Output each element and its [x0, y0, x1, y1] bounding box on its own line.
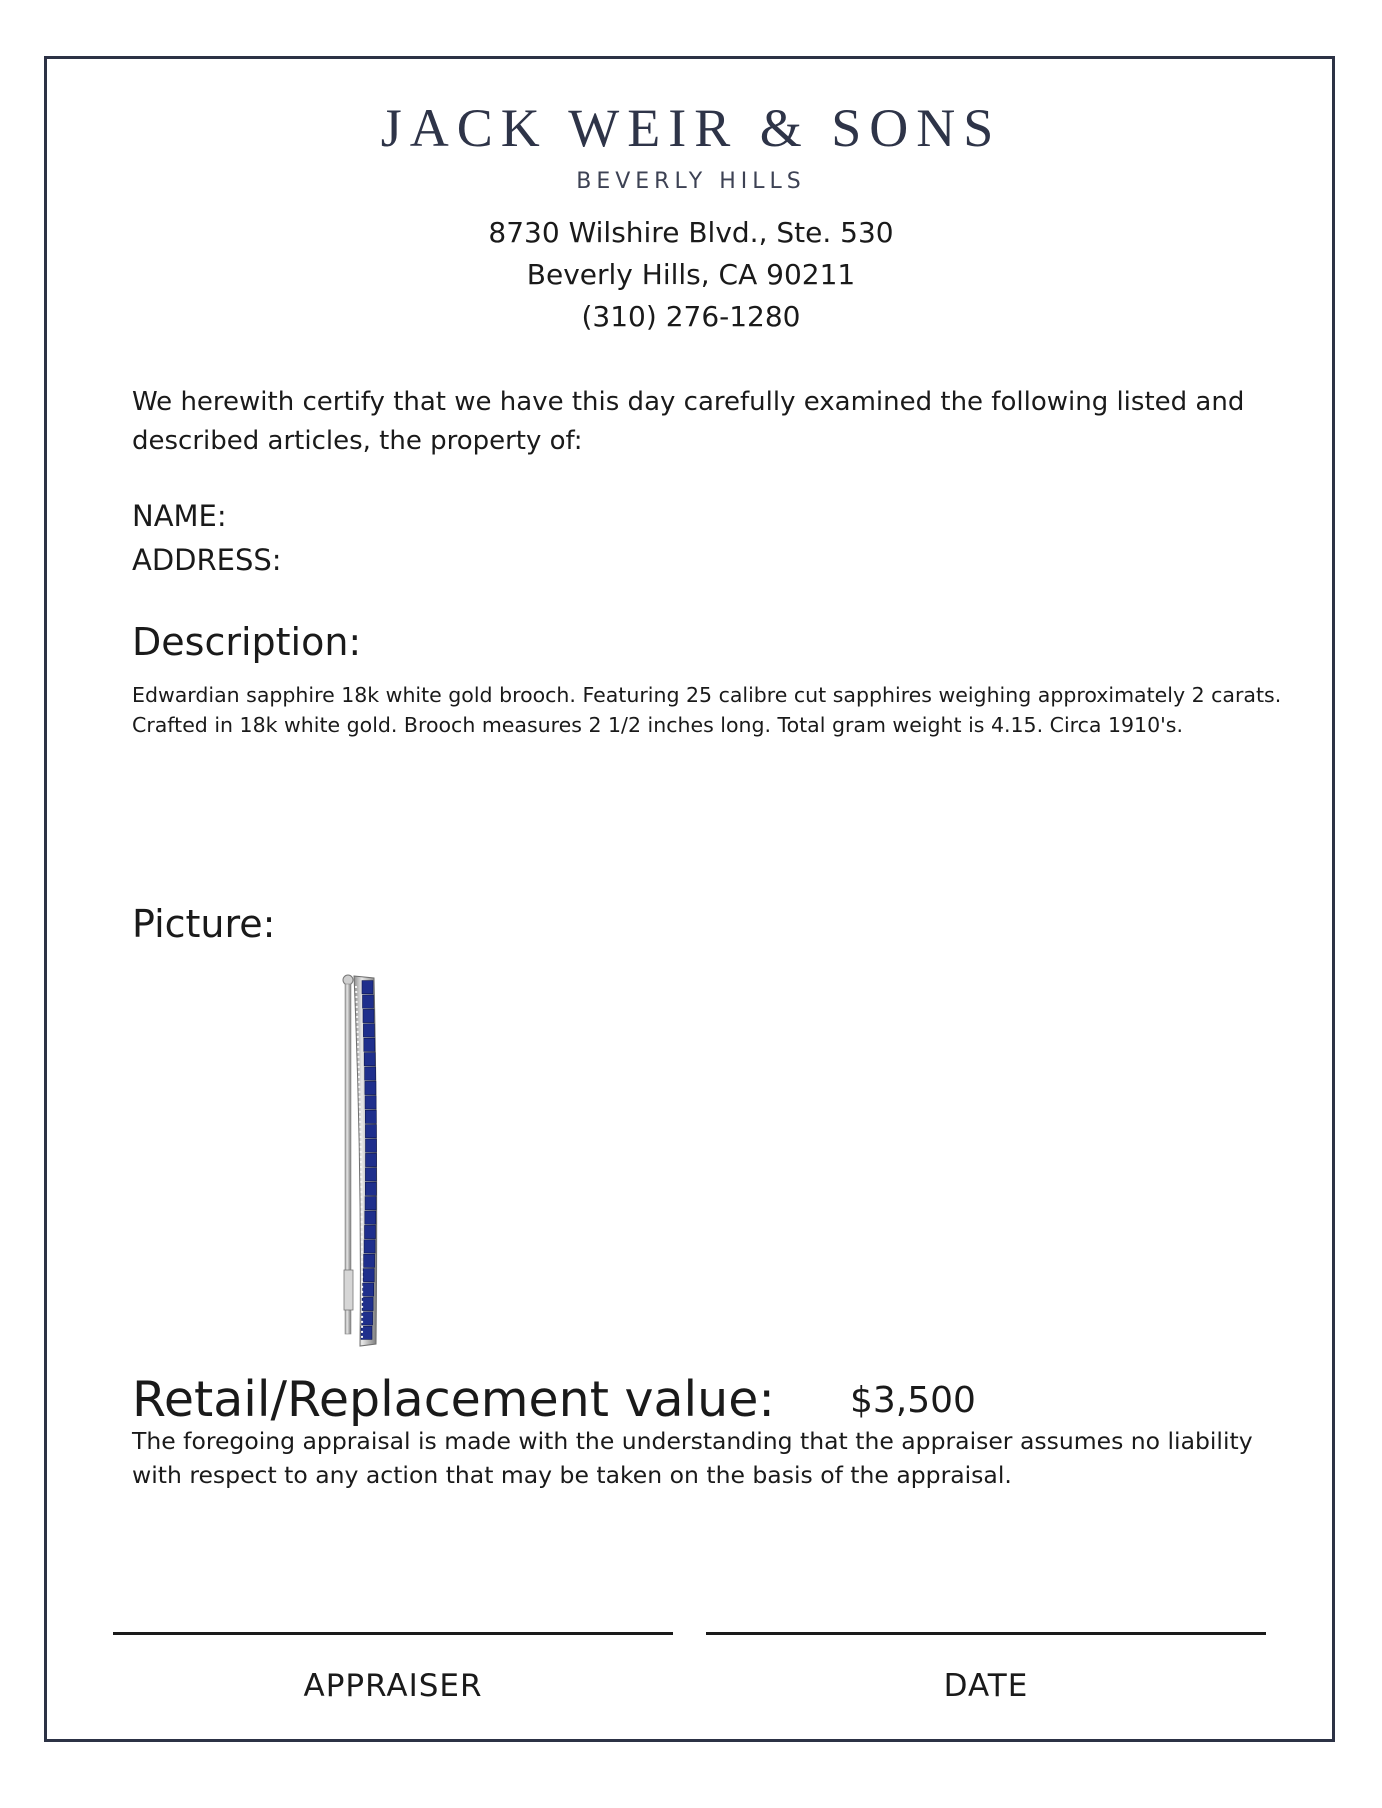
appraiser-signature-line — [113, 1632, 673, 1635]
name-label: NAME: — [132, 499, 227, 533]
disclaimer-text: The foregoing appraisal is made with the understanding that the appraiser assumes no liability with respect to any action that may be taken on the basis of the appraisal. — [132, 1427, 1253, 1489]
date-signature-line — [706, 1632, 1266, 1635]
address-line-2: Beverly Hills, CA 90211 — [526, 258, 856, 291]
picture-heading: Picture: — [132, 902, 276, 946]
address-label: ADDRESS: — [132, 543, 282, 577]
phone-number: (310) 276-1280 — [581, 300, 801, 333]
description-heading: Description: — [132, 620, 362, 664]
value-amount: $3,500 — [850, 1380, 976, 1421]
brand-location: BEVERLY HILLS — [576, 169, 806, 194]
certify-statement: We herewith certify that we have this day carefully examined the following listed and described articles, the property of: — [132, 387, 1245, 456]
date-label: DATE — [943, 1668, 1029, 1704]
value-label: Retail/Replacement value: — [132, 1371, 775, 1428]
appraiser-label: APPRAISER — [303, 1668, 483, 1704]
brand-name: JACK WEIR & SONS — [380, 98, 1002, 158]
address-line-1: 8730 Wilshire Blvd., Ste. 530 — [488, 216, 894, 249]
sapphire-bar-brooch-image — [340, 972, 384, 1348]
description-text: Edwardian sapphire 18k white gold brooch. Featuring 25 calibre cut sapphires weighing approximately 2 carats. Crafted in 18k white gold. Brooch measures 2 1/2 inches long. Total gram weight is 4.15. Circa 1910's. — [132, 683, 1282, 737]
